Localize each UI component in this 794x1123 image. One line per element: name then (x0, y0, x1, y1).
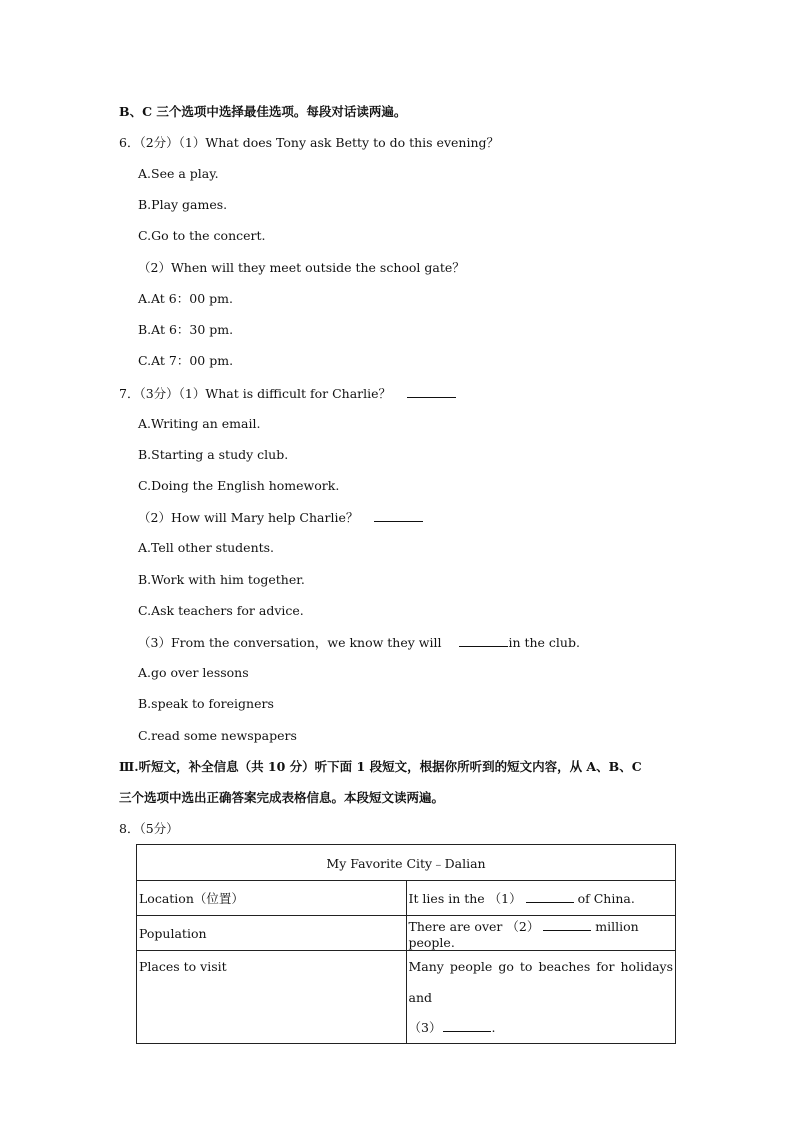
blank-3 (443, 1019, 491, 1032)
row-label-location: Location（位置） (137, 881, 407, 916)
q7-3-option-a: A.go over lessons (138, 665, 249, 680)
q7-1-option-c: C.Doing the English homework. (138, 478, 340, 493)
q6-2-option-b: B.At 6：30 pm. (138, 322, 234, 337)
blank-1 (526, 890, 574, 903)
section3-heading-line2: 三个选项中选出正确答案完成表格信息。本段短文读两遍。 (119, 790, 445, 805)
row-value-population (406, 916, 676, 951)
location-text-after: of China. (577, 891, 635, 906)
q6-1-option-a: A.See a play. (138, 166, 219, 181)
q7-3-option-c: C.read some newspapers (138, 728, 297, 743)
q6-2-option-a: A.At 6：00 pm. (138, 291, 233, 306)
q7-stem: 7．（3分）（1）What is difficult for Charlie？ (119, 386, 392, 401)
places-label-text: Places to visit (139, 959, 227, 974)
row-value-places (406, 951, 676, 1044)
q7-2-stem-line (138, 509, 423, 526)
places-text-line1: Many people go to beaches for holidays and (408, 959, 673, 1005)
table-row (137, 916, 676, 951)
q7-1-answer-blank (407, 385, 456, 398)
q6-stem: 6．（2分）（1）What does Tony ask Betty to do this evening？ (119, 135, 500, 150)
places-line2-after: . (491, 1020, 496, 1035)
q7-2-option-a: A.Tell other students. (138, 540, 275, 555)
q7-2-stem: （2）How will Mary help Charlie？ (138, 510, 359, 525)
q7-2-option-c: C.Ask teachers for advice. (138, 603, 304, 618)
population-text-before: There are over （2） (408, 918, 540, 934)
table-header-row (137, 845, 676, 881)
location-text-before: It lies in the （1） (408, 891, 522, 906)
places-text-line2 (409, 1013, 674, 1043)
section3-heading-line1: Ⅲ.听短文，补全信息（共 10 分）听下面 1 段短文，根据你所听到的短文内容，从 A、B、C (119, 759, 642, 774)
q7-3-stem-line (138, 634, 580, 651)
places-line2-before: （3） (408, 1020, 442, 1035)
q7-3-answer-blank (459, 634, 508, 647)
q8-stem: 8．（5分） (119, 821, 179, 836)
population-text-after: million people. (408, 918, 639, 950)
table-row (137, 951, 676, 1044)
q7-2-answer-blank (374, 509, 423, 522)
row-label-population: Population (137, 916, 407, 951)
row-value-location (406, 881, 676, 916)
row-label-places (137, 951, 407, 1044)
q7-3-stem-after: in the club. (508, 635, 580, 650)
q7-1-option-b: B.Starting a study club. (138, 447, 289, 462)
table-title: My Favorite City﹣Dalian (137, 845, 676, 881)
q6-2-option-c: C.At 7：00 pm. (138, 353, 234, 368)
q7-2-option-b: B.Work with him together. (138, 572, 305, 587)
table-row (137, 881, 676, 916)
q6-2-stem: （2）When will they meet outside the school gate？ (138, 260, 465, 275)
q7-stem-line (119, 385, 456, 402)
q7-3-option-b: B.speak to foreigners (138, 696, 274, 711)
q7-1-option-a: A.Writing an email. (138, 416, 261, 431)
section-intro-line: B、C 三个选项中选择最佳选项。每段对话读两遍。 (119, 104, 407, 119)
q7-3-stem-before: （3）From the conversation，we know they will (138, 635, 442, 650)
dalian-info-table (136, 844, 676, 1044)
blank-2 (543, 918, 591, 931)
q6-1-option-b: B.Play games. (138, 197, 228, 212)
q6-1-option-c: C.Go to the concert. (138, 228, 266, 243)
